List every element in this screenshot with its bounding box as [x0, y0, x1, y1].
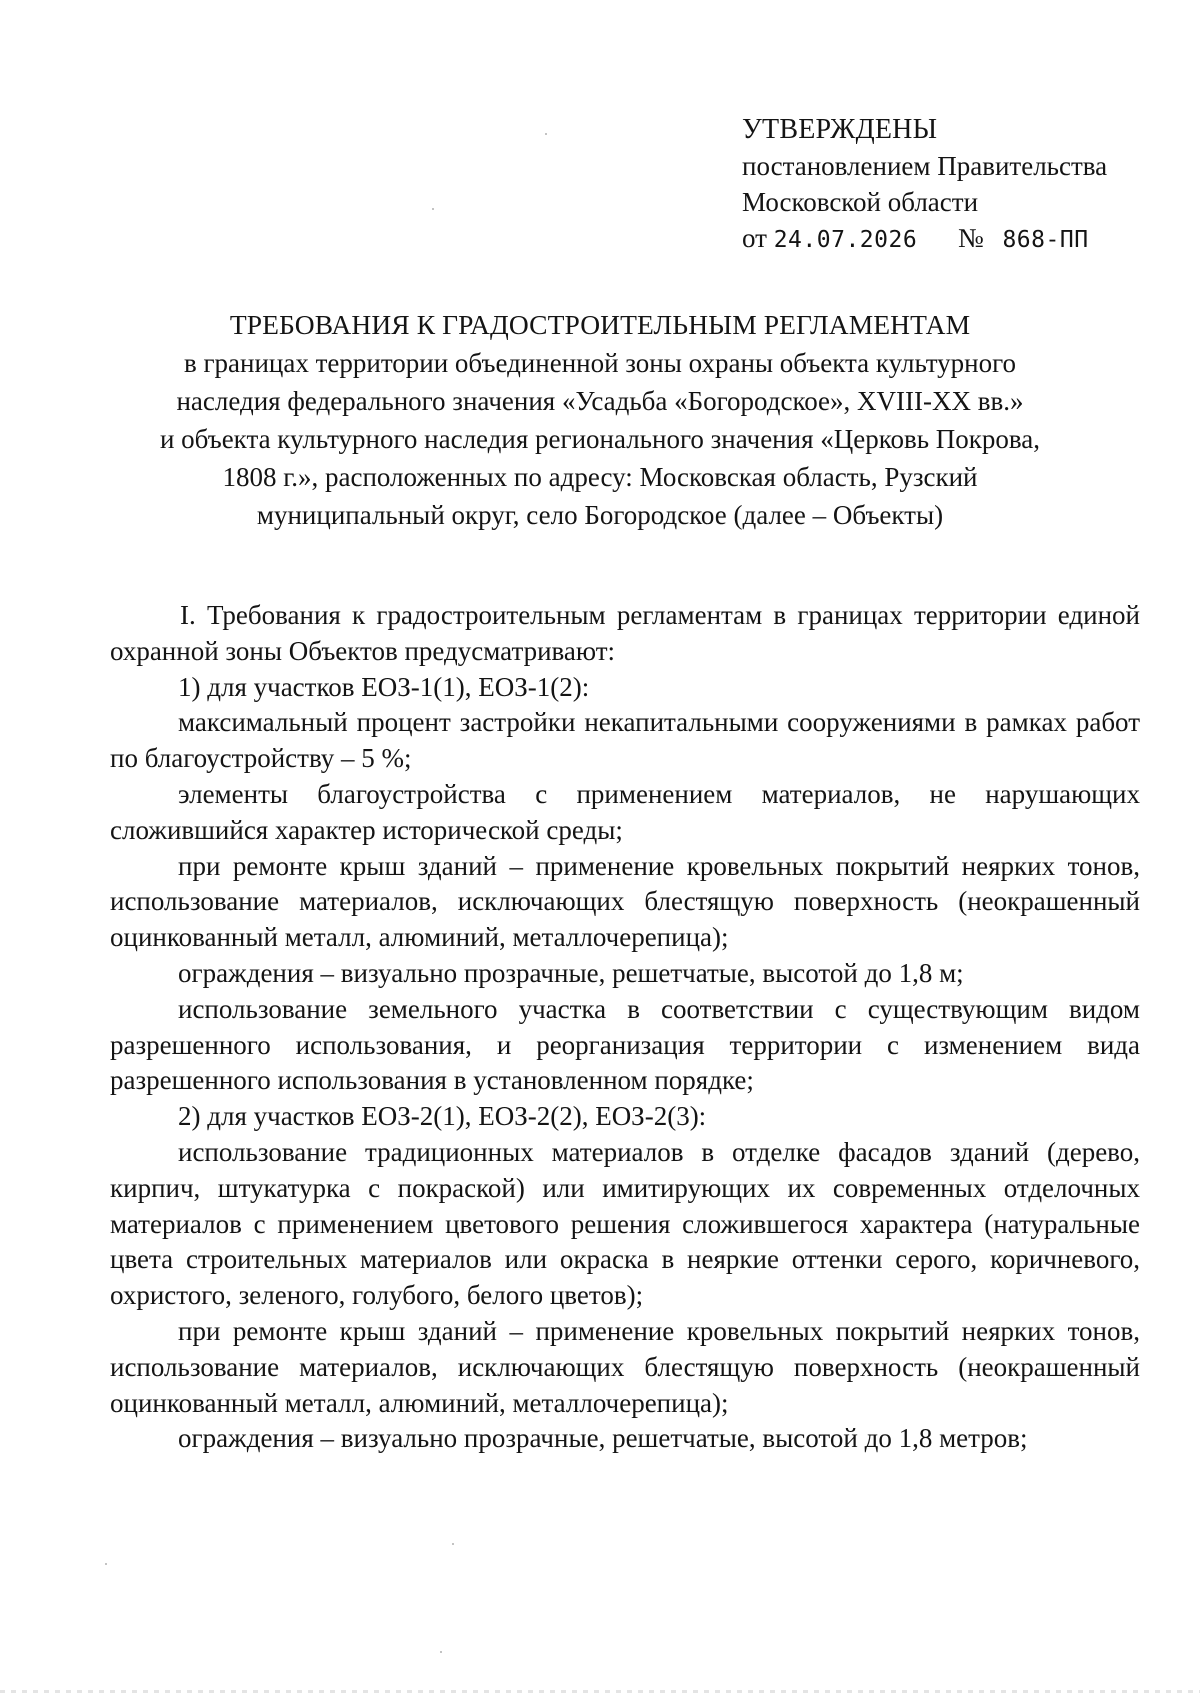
requirement-paragraph: максимальный процент застройки некапитальными сооружениями в рамках работ по благоустройству – 5 %; [110, 707, 1140, 774]
scan-edge [0, 1690, 1200, 1693]
subsection-heading: 2) для участков ЕОЗ-2(1), ЕОЗ-2(2), ЕОЗ-2(3): [178, 1101, 707, 1132]
approval-stamp [742, 112, 1107, 258]
requirement-paragraph: ограждения – визуально прозрачные, решетчатые, высотой до 1,8 м; [178, 957, 964, 988]
scan-speck [452, 1543, 454, 1545]
approval-date: 24.07.2026 [773, 227, 918, 253]
scan-speck [432, 208, 434, 210]
scan-speck [105, 1563, 107, 1565]
approval-line-2: Московской области [742, 187, 979, 217]
section-heading: I. Требования к градостроительным регламентам в границах территории единой охранной зоны Объектов предусматривают: [110, 600, 1140, 666]
approval-number: 868-ПП [1002, 227, 1089, 253]
approval-number-sign: № [957, 223, 984, 253]
requirement-paragraph: ограждения – визуально прозрачные, решетчатые, высотой до 1,8 метров; [178, 1423, 1028, 1454]
title-subtitle-line: наследия федерального значения «Усадьба «Богородское», XVIII-XX вв.» [176, 386, 1024, 416]
approval-date-prefix: от [742, 223, 767, 253]
title-subtitle-line: муниципальный округ, село Богородское (далее – Объекты) [256, 500, 944, 530]
requirement-paragraph: при ремонте крыш зданий – применение кровельных покрытий неярких тонов, использование материалов, исключающих блестящую поверхность (неокрашенный оцинкованный металл, алюминий, металлочерепица); [110, 850, 1140, 953]
title-subtitle-line: в границах территории объединенной зоны охраны объекта культурного [183, 348, 1017, 378]
approval-title: УТВЕРЖДЕНЫ [742, 114, 938, 145]
title-subtitle-line: 1808 г.», расположенных по адресу: Московская область, Рузский [222, 462, 978, 492]
requirement-paragraph: при ремонте крыш зданий – применение кровельных покрытий неярких тонов, использование материалов, исключающих блестящую поверхность (неокрашенный оцинкованный металл, алюминий, металлочерепица); [110, 1315, 1140, 1418]
document-title [150, 306, 1050, 534]
title-main: ТРЕБОВАНИЯ К ГРАДОСТРОИТЕЛЬНЫМ РЕГЛАМЕНТАМ [229, 309, 971, 340]
requirement-paragraph: использование традиционных материалов в отделке фасадов зданий (дерево, кирпич, штукатурка с покраской) или имитирующих их современных отделочных материалов с применением цветового решения сложившегося характера (натуральные цвета строительных материалов или окраска в неяркие оттенки серого, коричневого, охристого, зеленого, голубого, белого цветов); [110, 1136, 1140, 1311]
scan-speck [545, 133, 547, 135]
document-body [110, 598, 1140, 1457]
requirement-paragraph: элементы благоустройства с применением материалов, не нарушающих сложившийся характер исторической среды; [110, 778, 1140, 845]
requirement-paragraph: использование земельного участка в соответствии с существующим видом разрешенного использования, и реорганизация территории с изменением вида разрешенного использования в установленном порядке; [110, 993, 1140, 1096]
scan-speck [440, 1651, 442, 1653]
title-subtitle-line: и объекта культурного наследия регионального значения «Церковь Покрова, [159, 424, 1041, 454]
approval-date-line [742, 220, 1107, 258]
approval-line-1: постановлением Правительства [742, 151, 1108, 181]
subsection-heading: 1) для участков ЕОЗ-1(1), ЕОЗ-1(2): [178, 671, 590, 702]
